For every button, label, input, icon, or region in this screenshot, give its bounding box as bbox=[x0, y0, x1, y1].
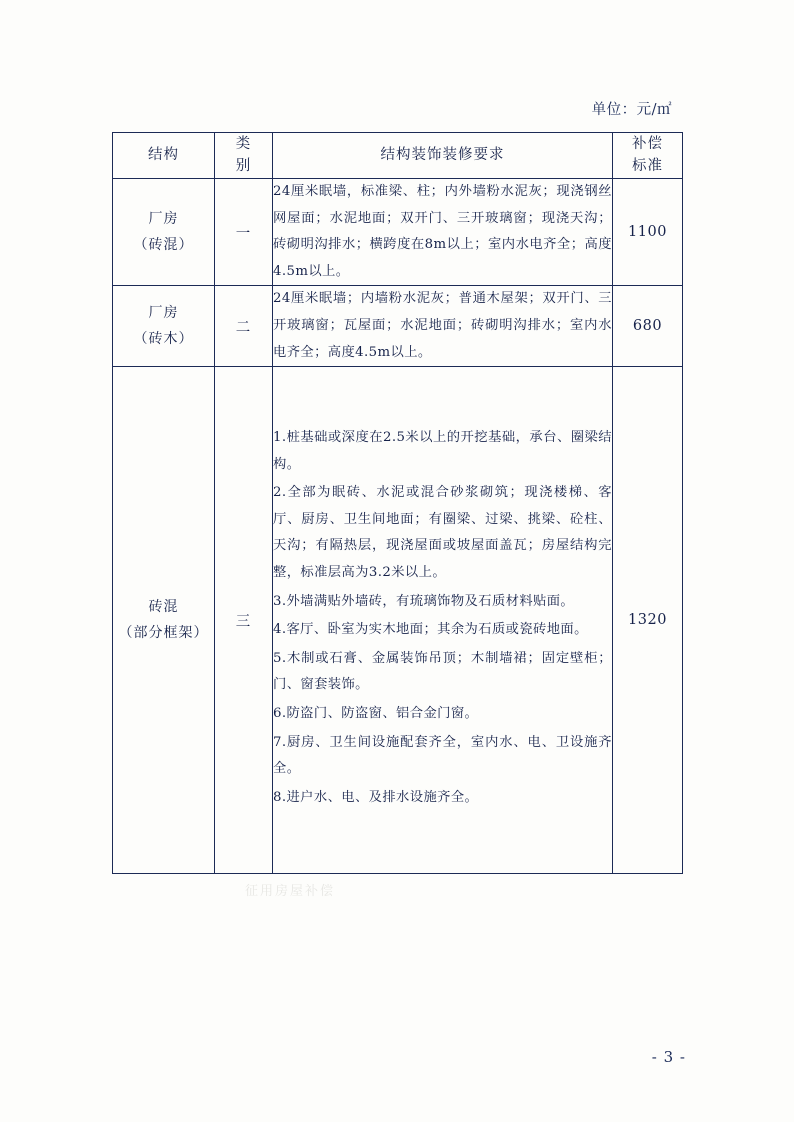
row1-requirement bbox=[273, 178, 613, 285]
header-type bbox=[215, 133, 273, 179]
row3-structure bbox=[113, 367, 215, 874]
header-type-line2: 别 bbox=[235, 158, 252, 175]
row3-standard: 1320 bbox=[613, 367, 683, 874]
row2-requirement bbox=[273, 286, 613, 367]
row2-type: 二 bbox=[215, 286, 273, 367]
header-standard-line1: 补偿 bbox=[632, 136, 663, 152]
unit-note-symbol: ㎡ bbox=[657, 102, 672, 118]
row3-item-5: 5.木制或石膏、金属装饰吊顶；木制墙裙；固定壁柜；门、窗套装饰。 bbox=[273, 650, 612, 693]
row1-type: 一 bbox=[215, 178, 273, 285]
row3-item-6: 6.防盗门、防盗窗、铝合金门窗。 bbox=[273, 706, 479, 722]
row3-item-8: 8.进户水、电、及排水设施齐全。 bbox=[273, 789, 479, 805]
unit-note bbox=[592, 98, 672, 119]
header-requirement: 结构装饰装修要求 bbox=[273, 133, 613, 179]
header-standard-line2: 标准 bbox=[632, 158, 663, 175]
compensation-table bbox=[112, 132, 683, 874]
row1-structure-line1: 厂房 bbox=[148, 210, 179, 227]
table-row bbox=[113, 367, 683, 874]
row3-item-7: 7.厨房、卫生间设施配套齐全，室内水、电、卫设施齐全。 bbox=[273, 734, 612, 777]
row1-structure-line2: （砖混） bbox=[133, 237, 194, 254]
row3-item-2: 2.全部为眠砖、水泥或混合砂浆砌筑；现浇楼梯、客厅、厨房、卫生间地面；有圈梁、过梁、挑梁、砼柱、天沟；有隔热层，现浇屋面或坡屋面盖瓦；房屋结构完整，标准层高为3.2米以上。 bbox=[273, 485, 612, 581]
table-row bbox=[113, 178, 683, 285]
table-row bbox=[113, 286, 683, 367]
row2-standard: 680 bbox=[613, 286, 683, 367]
watermark-text: 征用房屋补偿 bbox=[245, 884, 336, 899]
row2-requirement-text: 24厘米眠墙；内墙粉水泥灰；普通木屋架；双开门、三开玻璃窗；瓦屋面；水泥地面；砖砌明沟排水；室内水电齐全；高度4.5m以上。 bbox=[273, 291, 612, 360]
row3-structure-line2: （部分框架） bbox=[118, 625, 209, 642]
row3-requirement bbox=[273, 367, 613, 874]
header-standard bbox=[613, 133, 683, 179]
row1-standard: 1100 bbox=[613, 178, 683, 285]
header-type-line1: 类 bbox=[235, 136, 252, 152]
row3-item-3: 3.外墙满贴外墙砖，有琉璃饰物及石质材料贴面。 bbox=[273, 593, 575, 609]
row2-structure-line2: （砖木） bbox=[133, 331, 194, 348]
header-structure: 结构 bbox=[113, 133, 215, 179]
table-header-row bbox=[113, 133, 683, 179]
row3-type: 三 bbox=[215, 367, 273, 874]
row3-structure-line1: 砖混 bbox=[148, 598, 179, 615]
row2-structure bbox=[113, 286, 215, 367]
row3-item-4: 4.客厅、卧室为实木地面；其余为石质或瓷砖地面。 bbox=[273, 622, 588, 638]
row1-structure bbox=[113, 178, 215, 285]
unit-note-text: 单位：元/ bbox=[591, 102, 657, 118]
row3-item-1: 1.桩基础或深度在2.5米以上的开挖基础，承台、圈梁结构。 bbox=[273, 430, 612, 472]
page-number: - 3 - bbox=[651, 1048, 686, 1066]
row1-requirement-text: 24厘米眠墙，标准梁、柱；内外墙粉水泥灰；现浇钢丝网屋面；水泥地面；双开门、三开玻璃窗；现浇天沟；砖砌明沟排水；横跨度在8m以上；室内水电齐全；高度4.5m以上。 bbox=[273, 183, 612, 279]
row2-structure-line1: 厂房 bbox=[148, 304, 179, 321]
